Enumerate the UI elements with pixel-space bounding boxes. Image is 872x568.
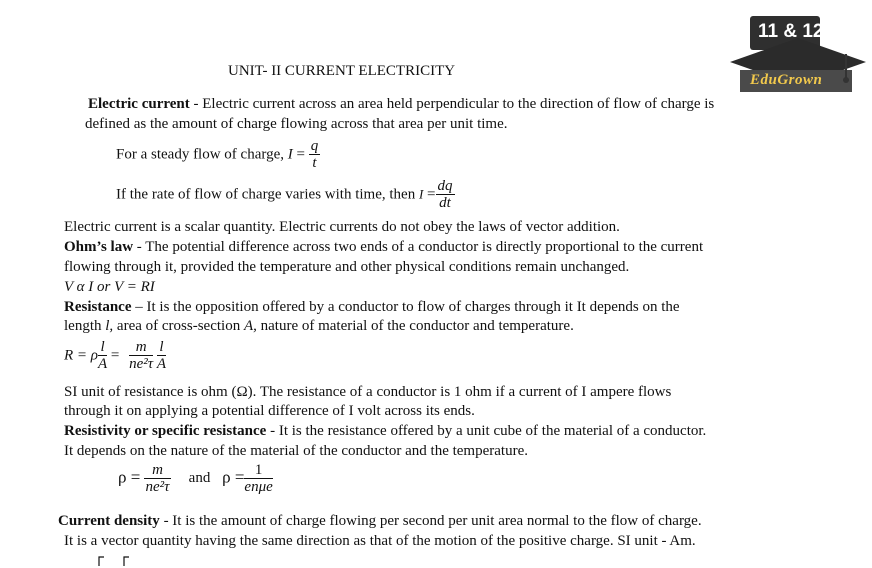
resistivity-f2-den: enμe [244,479,273,495]
resistance-fraction-3 [157,340,166,372]
resistivity-formulas [118,463,273,495]
electric-current-text1: - Electric current across an area held perpendicular to the direction of flow of charge is [189,96,715,112]
graduation-cap-icon [728,4,868,104]
steady-flow-var: I [287,146,293,163]
resistivity-and: and [188,470,211,487]
logo-brand-text: EduGrown [750,72,823,88]
current-density-heading: Current density [58,513,160,529]
resistance-f3-den: A [156,356,167,372]
resistance-heading: Resistance [64,299,132,315]
page-title: UNIT- II CURRENT ELECTRICITY [228,63,456,79]
varying-flow-var: I [418,186,424,202]
ohms-law-heading: Ohm’s law [64,239,134,255]
edugrown-logo [728,4,868,104]
resistance-line1 [64,299,680,316]
resistivity-heading: Resistivity or specific resistance [64,423,267,439]
resistivity-line1 [64,423,706,440]
cutoff-vector-marks [96,552,136,568]
resistivity-rho1: ρ = [118,467,141,487]
resistivity-text2: It depends on the nature of the material of the conductor and the temperature. [64,443,528,459]
steady-flow-numerator: q [310,138,319,154]
resistance-fraction-2 [129,340,153,372]
resistance-formula-lhs: R = ρ [64,347,98,364]
current-density-text1: - It is the amount of charge flowing per second per unit area normal to the flow of charge. [159,513,702,529]
resistance-si-line1: SI unit of resistance is ohm (Ω). The resistance of a conductor is 1 ohm if a current of I ampere flows [64,384,672,400]
resistance-text2b: area of cross-section [113,318,244,334]
resistance-formula [64,340,166,372]
resistance-f1-num: l [98,340,107,356]
electric-current-para-line1 [88,96,714,113]
varying-flow-formula [116,179,455,211]
steady-flow-denominator: t [312,155,317,171]
varying-flow-denominator: dt [439,195,451,211]
current-density-text2: It is a vector quantity having the same direction as that of the motion of the positive charge. SI unit - Am. [64,533,696,549]
resistance-text2c: nature of material of the conductor and temperature. [256,318,574,334]
resistivity-fraction-2 [244,463,272,495]
electric-current-text2: defined as the amount of charge flowing across that area per unit time. [85,116,508,132]
steady-flow-fraction [309,139,321,171]
resistance-fraction-1 [98,340,107,372]
ohms-law-line1 [64,239,703,256]
resistivity-rho2: ρ = [222,467,245,487]
varying-flow-text: If the rate of flow of charge varies with time, then [116,186,419,203]
ohms-law-relation: V α I or V = RI [64,279,155,295]
resistivity-text1: - It is the resistance offered by a unit cube of the material of a conductor. [266,423,707,439]
resistance-text1: – It is the opposition offered by a conductor to flow of charges through it It depends on the [131,299,680,315]
varying-flow-fraction [436,179,455,211]
ohms-law-text1: - The potential difference across two ends of a conductor is directly proportional to the current [133,239,704,255]
varying-flow-numerator: dq [437,178,453,194]
resistivity-f2-num: 1 [244,463,272,479]
resistance-formula-eq: = [110,347,120,364]
resistance-var-l: l, [105,318,114,334]
varying-flow-eq: = [423,186,436,203]
resistivity-f1-num: m [144,463,171,479]
resistance-text2a: length [64,318,106,334]
resistance-f3-num: l [157,340,166,356]
current-density-line1 [58,513,702,530]
steady-flow-formula [116,139,320,171]
logo-badge-text: 11 & 12 [758,21,824,42]
steady-flow-text: For a steady flow of charge, [116,146,288,163]
resistance-si-line2: through it on applying a potential difference of I volt across its ends. [64,403,475,419]
resistance-var-a: A, [243,318,257,334]
resistance-f2-den: ne²τ [129,356,154,372]
electric-current-heading: Electric current [88,96,190,112]
resistance-line2 [64,318,574,335]
resistivity-f1-den: ne²τ [145,479,170,495]
resistance-f1-den: A [97,356,108,372]
resistance-f2-num: m [129,340,153,356]
steady-flow-eq: = [292,146,309,163]
resistivity-fraction-1 [144,463,171,495]
ohms-law-text2: flowing through it, provided the temperature and other physical conditions remain unchanged. [64,259,630,275]
scalar-quantity-line: Electric current is a scalar quantity. Electric currents do not obey the laws of vector addition. [64,219,620,235]
